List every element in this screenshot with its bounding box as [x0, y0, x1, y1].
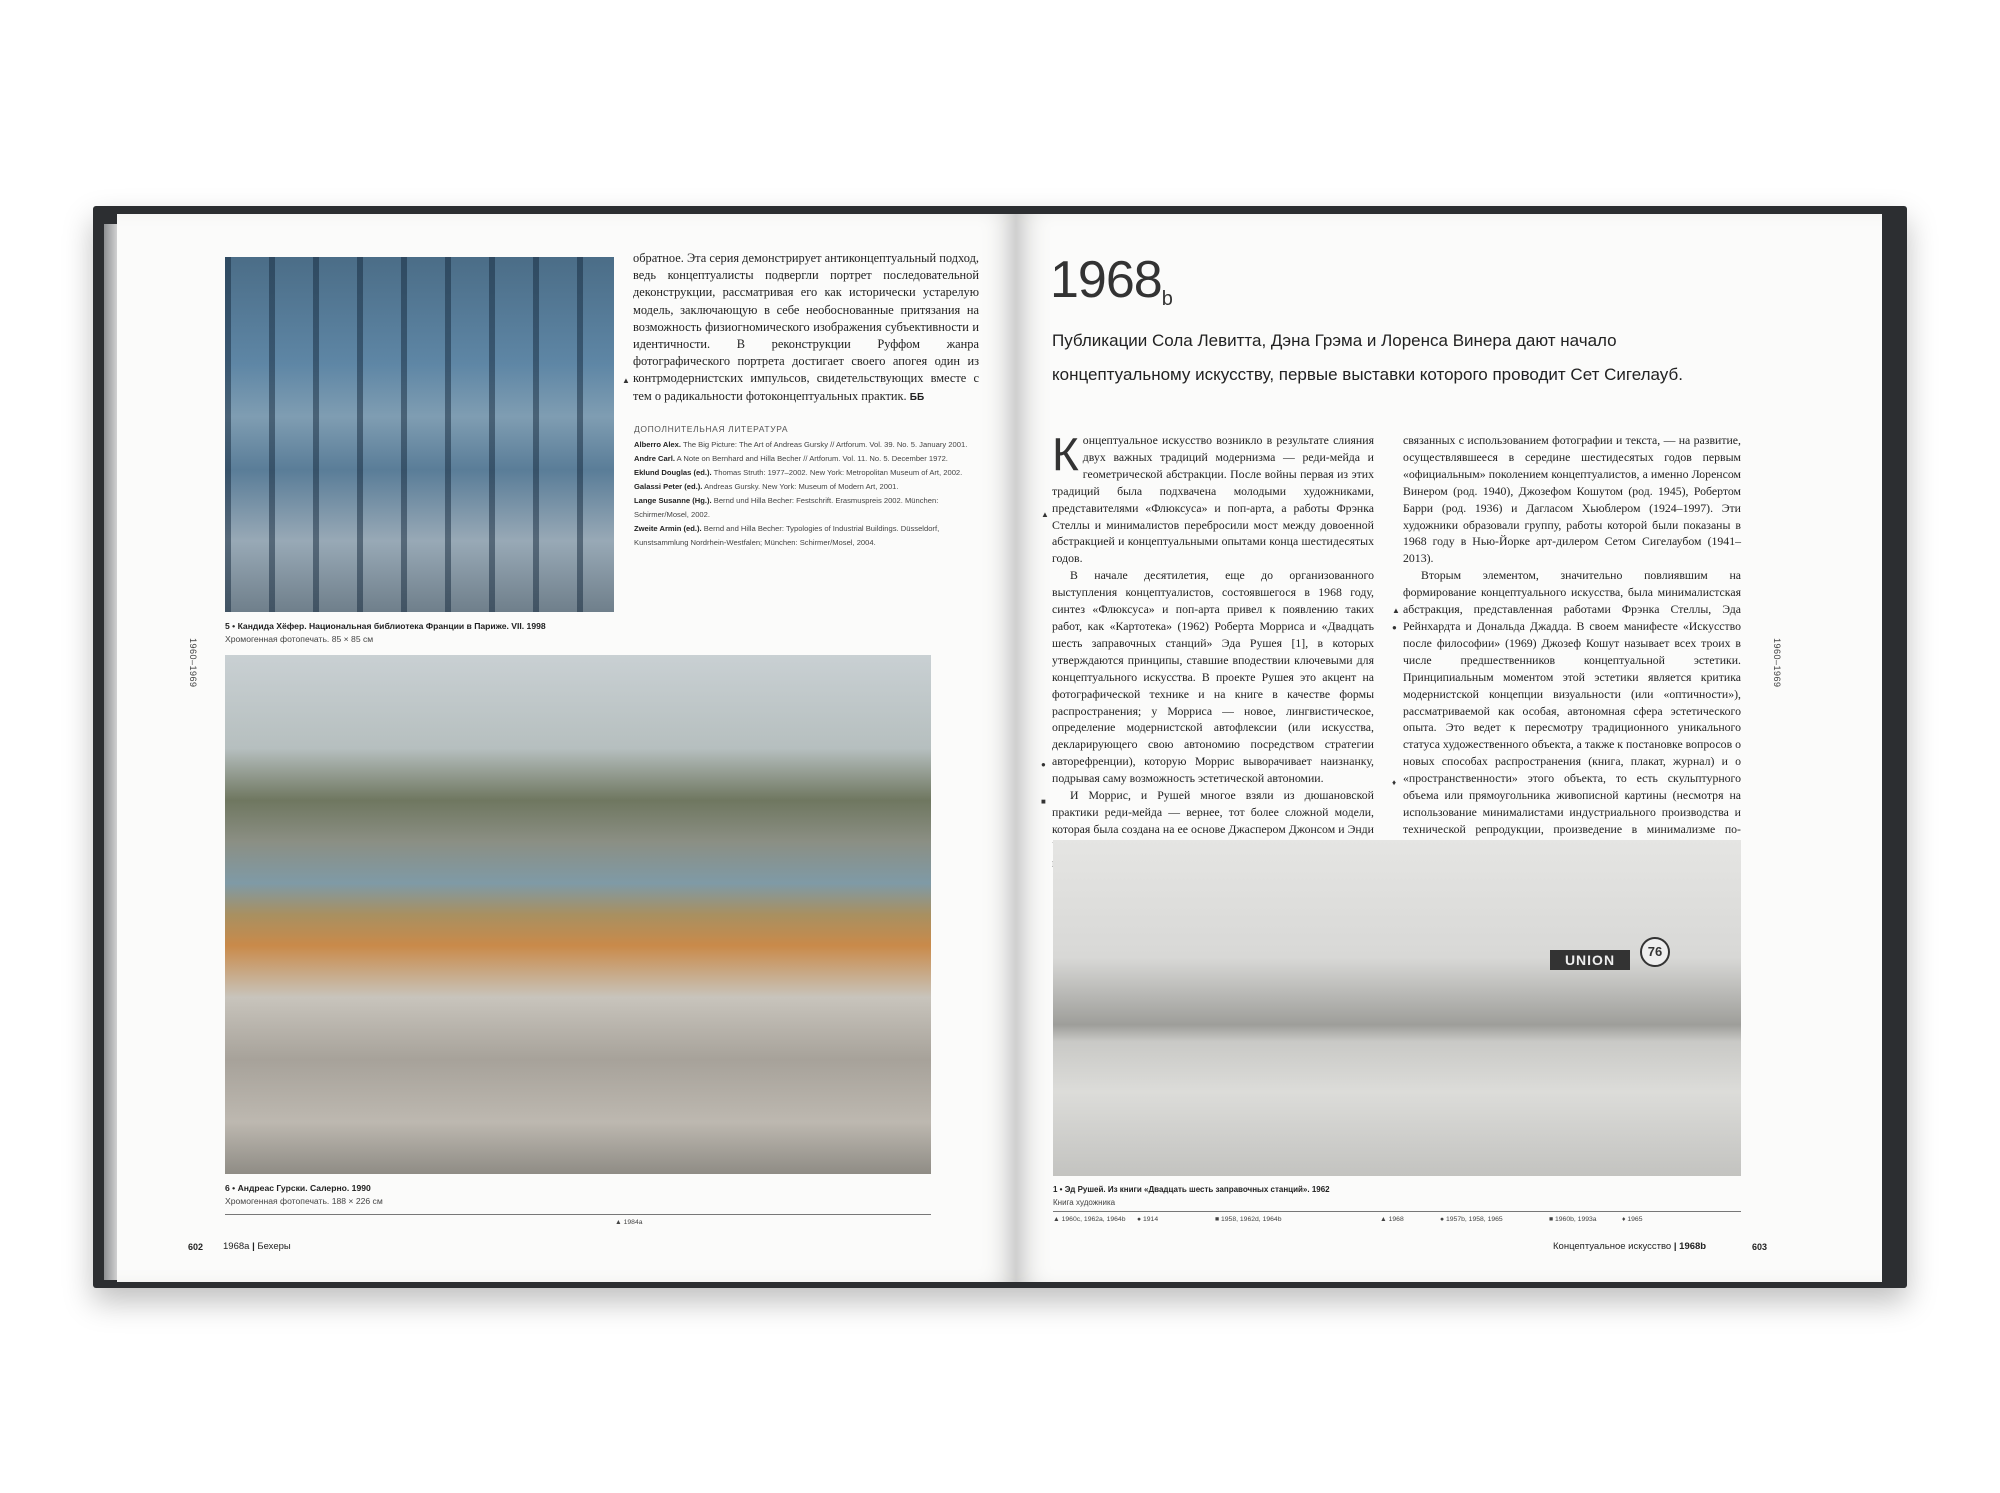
caption-figure-6: 6 • Андреас Гурски. Салерно. 1990 Хромогенная фотопечать. 188 × 226 см — [225, 1183, 383, 1206]
paragraph: И Моррис, и Рушей многое взяли из дюшановской практики реди-мейда — вернее, тот более сложной модели, которая была создана на ее основе Джаспером Джонсом и Энди — [1052, 788, 1374, 836]
paragraph: Вторым элементом, значительно повлиявшим на формирование концептуального искусства, была минималистская абстракция, представленная работами Фрэнка Стеллы, Эда Рейнхардта и Дональда Джадда. В своем манифесте «Искусство после философии» (1969) Джозеф Кошут называет всех троих в числе предшественников концептуальной эстетики. Принципиальным моментом этой эстетики является критика модернистской концепции визуальности (или «оптичности»), рассматриваемой как особая, автономная сфера эстетического опыта. Это ведет к пересмотру традиционного уникального статуса художественного объекта, а также к постановке вопросов о новых способах распространения (книга, плакат, журнал) и о «пространственности» этого объекта, то есть скульптурного объема или прямоугольника живописной картины (несмотря на использование минималистами индустриального производства и технической репродукции, произведение в минимализме по- — [1403, 568, 1742, 836]
right-vertical-period: 1960–1969 — [1772, 638, 1782, 688]
left-vertical-period: 1960–1969 — [188, 638, 198, 688]
chapter-lead: Публикации Сола Левитта, Дэна Грэма и Лоренса Винера дают начало концептуальному искусству, первые выставки которого проводит Сет Сигелауб. — [1052, 331, 1683, 384]
cross-reference: ● 1914 — [1137, 1216, 1159, 1223]
cross-reference: ■ 1958, 1962d, 1964b — [1215, 1216, 1282, 1223]
union-sign: UNION — [1550, 950, 1630, 970]
cross-reference: ▲ 1968 — [1380, 1216, 1404, 1223]
right-footer-rule — [1053, 1211, 1741, 1212]
triangle-marker-icon: ▲ — [1392, 606, 1400, 615]
paragraph: В начале десятилетия, еще до организованного выступления концептуалистов, состоявшегося в 1968 году, синтез «Флюксуса» и поп-арта привел к появлению таких работ, как «Картотека» (1962) Роберта Морриса и «Двадцать шесть заправочных станций» Эда Рушея [1], в которых утверждаются принципы, ставшие вподествии ключевыми для концептуального искусства. В проекте Рушея это акцент на фотографической технике и на книге в качестве формы распространения; у Морриса — новое, лингвистическое, определение модернистской автофлексии (или искусства, декларирующего свою автономию посредством стратегии авторефренции), которую Моррис выворачивает наизнанку, подрывая саму возможность эстетической автономии. — [1052, 568, 1374, 786]
bib-item: Lange Susanne (Hg.). Bernd und Hilla Becher: Festschrift. Erasmuspreis 2002. München: Schirmer/Mosel, 2002. — [634, 496, 939, 519]
caption-figure-5: 5 • Кандида Хёфер. Национальная библиотека Франции в Париже. VII. 1998 Хромогенная фотопечать. 85 × 85 см — [225, 621, 546, 644]
cross-reference: ■ 1960b, 1993a — [1549, 1216, 1597, 1223]
paragraph: связанных с использованием фотографии и текста, — на развитие, осуществлявшееся в середине шестидесятых годов первым «официальным» поколением концептуалистов, а именно Лоренсом Винером (род. 1940), Джозефом Кошутом (род. 1945), Робертом Барри (род. 1936) и Дагласом Хьюблером (1924–1997). Эти художники образовали группу, работы которой были показаны в 1968 году в Нью-Йорке арт-дилером Сетом Сигелаубом (1941–2013). — [1403, 433, 1741, 566]
cross-reference: ♦ 1965 — [1622, 1216, 1643, 1223]
left-running-head: 1968a | Бехеры — [223, 1241, 291, 1252]
circle-marker-icon: ● — [1392, 623, 1397, 632]
cross-reference: ▲ 1960c, 1962a, 1964b — [1053, 1216, 1126, 1223]
bib-item: Andre Carl. A Note on Bernhard and Hilla Becher // Artforum. Vol. 11. No. 5. December 1972. — [634, 454, 948, 463]
left-footer-rule — [225, 1214, 931, 1215]
cross-reference: ● 1957b, 1958, 1965 — [1440, 1216, 1503, 1223]
right-column-1: Концептуальное искусство возникло в результате слияния двух важных традиций модернизма — реди-мейда и геометрической абстракции. После войны первая из этих традиций была подхвачена молодыми художниками, представителями «Флюксуса» и поп-арта, а работы Фрэнка Стеллы и минималистов перебросили мост между довоенной абстракцией и концептуальными опытами конца шестидесятых годов. В начале десятилетия, еще до организованного выступления концептуалистов, состоявшегося в 1968 году, синтез «Флюксуса» и поп-арта привел к появлению таких работ, как «Картотека» (1962) Роберта Морриса и «Двадцать шесть заправочных станций» Эда Рушея [1], в которых утверждаются принципы, ставшие вподествии ключевыми для концептуального искусства. В проекте Рушея это акцент на фотографической технике и на книге в качестве формы распространения; у Морриса — новое, лингвистическое, определение модернистской автофлексии (или искусства, декларирующего свою автономию посредством стратегии авторефренции), которую Моррис выворачивает наизнанку, подрывая саму возможность эстетической автономии. И Моррис, и Рушей многое взяли из дюшановской практики реди-мейда — вернее, тот более сложной модели, которая была создана на ее основе Джаспером Джонсом и Энди — [1052, 432, 1374, 872]
caption-figure-1: 1 • Эд Рушей. Из книги «Двадцать шесть заправочных станций». 1962 Книга художника — [1053, 1185, 1330, 1207]
sign-76: 76 — [1640, 937, 1670, 967]
bibliography-heading: ДОПОЛНИТЕЛЬНАЯ ЛИТЕРАТУРА — [634, 424, 789, 434]
left-text-column — [633, 250, 979, 406]
left-column-text: обратное. Эта серия демонстрирует антиконцептуальный подход, ведь концептуалисты подвергли портрет последовательной деконструкции, рассматривая его как исторически устарелую модель, заключающую в себе необоснованные притязания на возможность физиогномического изображения субъективности и идентичности. В реконструкции Руффом жанра фотографического портрета достигает своего апогея один из контрмодернистских импульсов, свидетельствующих вместе с тем о радикальности фотоконцептуальных практик. — [633, 251, 979, 403]
bib-item: Alberro Alex. The Big Picture: The Art of Andreas Gursky // Artforum. Vol. 39. No. 5. January 2001. — [634, 440, 968, 449]
left-page-number: 602 — [188, 1242, 204, 1252]
photo-gas-station-ruscha — [1053, 840, 1741, 1176]
photo-library-hofer — [225, 257, 614, 612]
square-marker-icon: ■ — [1041, 797, 1046, 806]
bib-item: Galassi Peter (ed.). Andreas Gursky. New York: Museum of Modern Art, 2001. — [634, 482, 899, 491]
right-running-head: Концептуальное искусство | 1968b — [1553, 1241, 1707, 1252]
right-page-number: 603 — [1752, 1242, 1768, 1252]
bibliography-list — [634, 438, 978, 550]
photo-salerno-gursky — [225, 655, 931, 1174]
chapter-year: $1968_b$ — [1050, 251, 1172, 310]
diamond-marker-icon: ♦ — [1392, 778, 1397, 787]
page-stack-left — [104, 224, 118, 1280]
bib-item: Eklund Douglas (ed.). Thomas Struth: 1977–2002. New York: Metropolitan Museum of Art, 2002. — [634, 468, 963, 477]
right-column-2 — [1403, 432, 1741, 855]
author-signature: ББ — [909, 391, 925, 403]
circle-marker-icon: ● — [1041, 760, 1046, 769]
drop-cap: К — [1052, 428, 1079, 480]
triangle-marker-icon: ▲ — [1041, 510, 1049, 519]
triangle-marker-icon: ▲ — [622, 376, 630, 385]
left-cross-reference: ▲ 1984a — [615, 1219, 643, 1226]
bib-item: Zweite Armin (ed.). Bernd and Hilla Becher: Typologies of Industrial Buildings. Düsseldorf, Kunstsammlung Nordrhein-Westfalen; München: Schirmer/Mosel, 2004. — [634, 524, 940, 547]
